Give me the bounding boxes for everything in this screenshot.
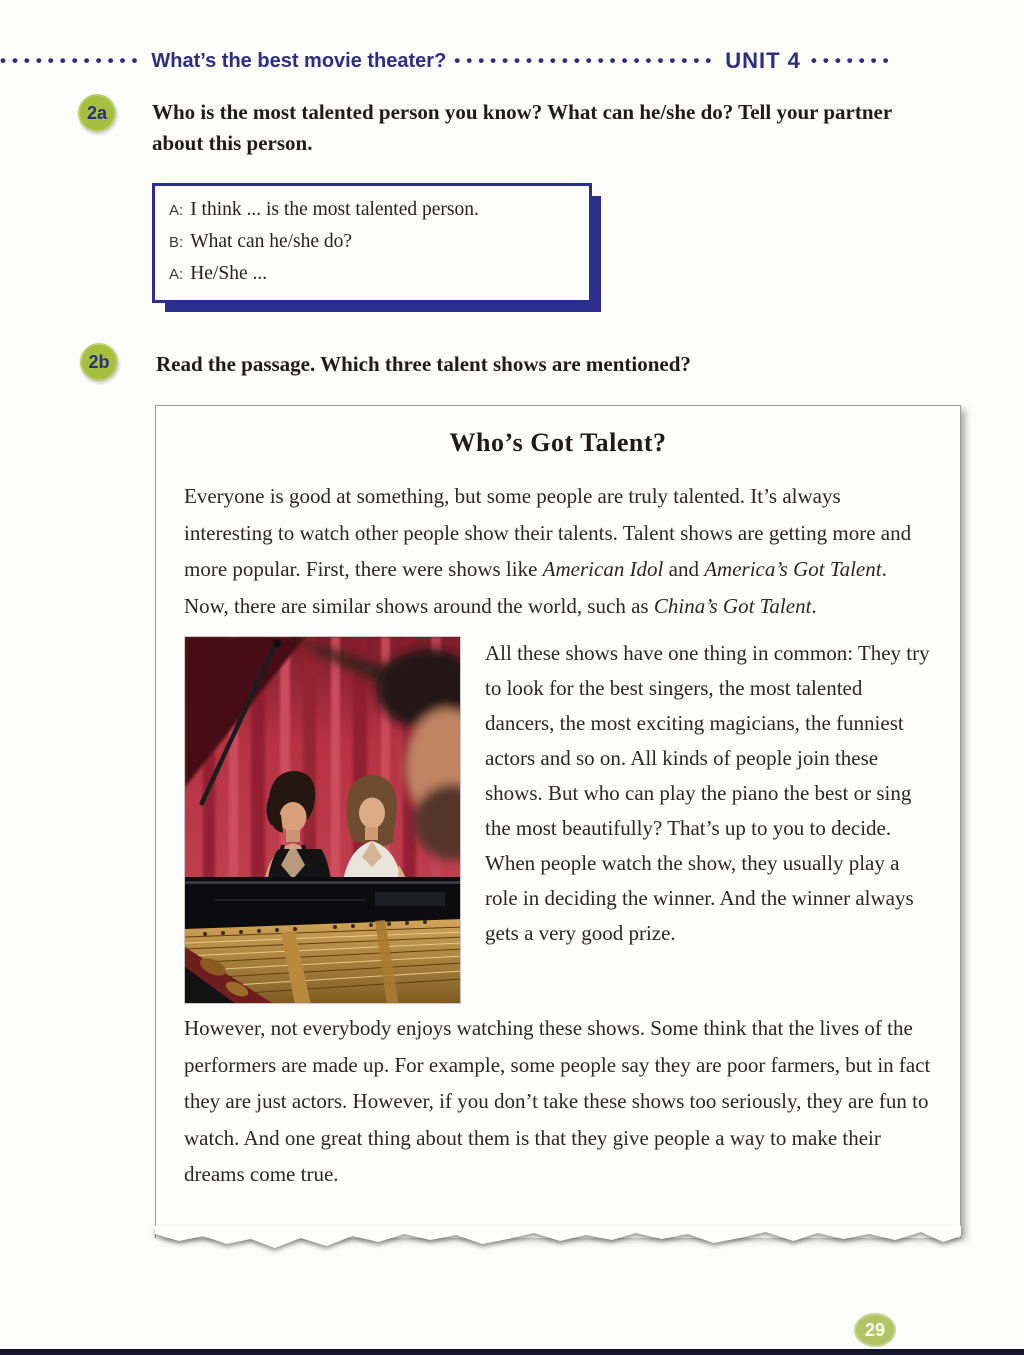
dialogue-speaker: B:	[169, 234, 184, 251]
passage-paragraph-1: Everyone is good at something, but some people are truly talented. It’s always interesting to watch other people show their talents. Talent shows are getting more and more popular. First, there were shows like American Idol and America’s Got Talent. Now, there are similar shows around the world, such as China’s Got Talent.	[184, 484, 912, 618]
dialogue-text: He/She ...	[190, 263, 268, 284]
torn-paper-edge	[155, 1226, 961, 1256]
header-dots-middle: ••••••••••••••••••••••	[454, 51, 718, 70]
activity-2b-instruction: Read the passage. Which three talent shows are mentioned?	[156, 352, 691, 376]
unit-label: UNIT 4	[725, 48, 801, 73]
dialogue-line	[169, 258, 575, 290]
talent-show-photo-graphic	[185, 637, 461, 1004]
dialogue-example-box	[152, 183, 592, 303]
activity-2a-instruction: Who is the most talented person you know? What can he/she do? Tell your partner about this person.	[152, 100, 892, 155]
page-number-badge: 29	[854, 1313, 896, 1347]
dialogue-line	[169, 226, 575, 258]
page-bottom-bar	[0, 1349, 1024, 1355]
reading-passage-box	[155, 405, 961, 1238]
dialogue-text: I think ... is the most talented person.	[190, 199, 479, 220]
passage-paragraph-3: However, not everybody enjoys watching these shows. Some think that the lives of the performers are made up. For example, some people say they are poor farmers, but in fact they are just actors. However, if you don’t take these shows too seriously, they are fun to watch. And one great thing about them is that they give people a way to make their dreams come true.	[184, 1016, 931, 1186]
talent-show-photo	[184, 636, 461, 1004]
header-dots-left: ••••••••••••	[0, 51, 144, 70]
dialogue-text: What can he/she do?	[190, 231, 353, 252]
dialogue-speaker: A:	[169, 202, 184, 219]
passage-paragraph-2: All these shows have one thing in common: They try to look for the best singers, the most talented dancers, the most exciting magicians, the funniest actors and so on. All kinds of people join these shows. But who can play the piano the best or sing the most beautifully? That’s up to you to decide. When people watch the show, they usually play a role in deciding the winner. And the winner always gets a very good prize.	[485, 641, 930, 945]
page-header	[0, 46, 1024, 76]
header-lesson-title: What’s the best movie theater?	[151, 49, 447, 72]
dialogue-line	[169, 194, 575, 226]
header-dots-right: •••••••	[810, 51, 895, 70]
activity-2b-badge: 2b	[80, 343, 118, 381]
passage-title: Who’s Got Talent?	[449, 428, 667, 457]
dialogue-speaker: A:	[169, 266, 184, 283]
activity-2a-badge: 2a	[78, 94, 116, 132]
